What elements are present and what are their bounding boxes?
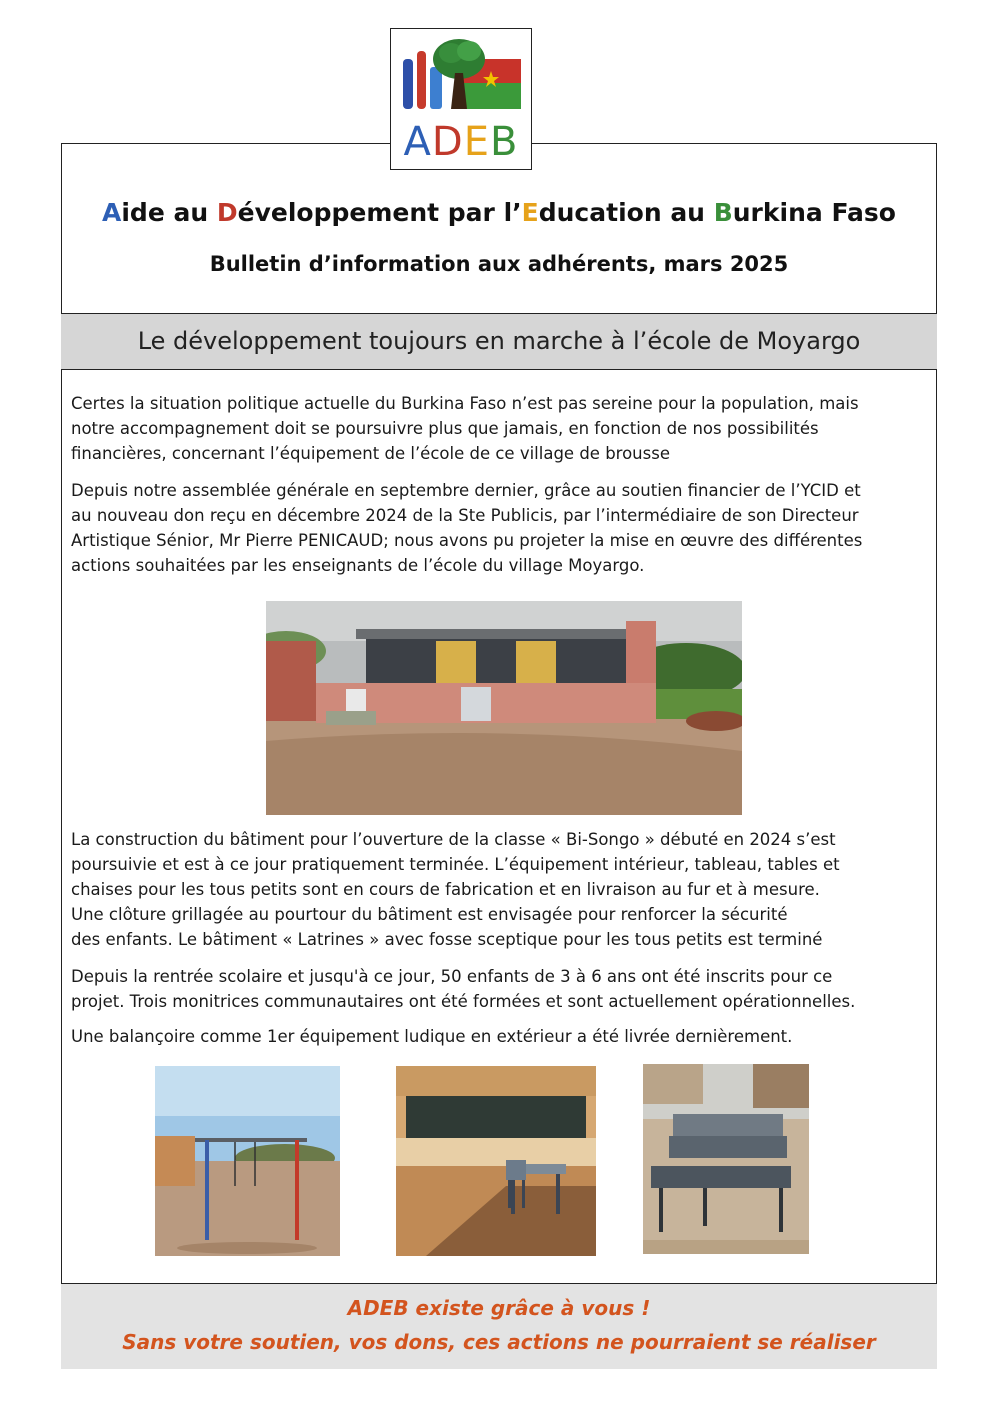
title-initial-d: D xyxy=(216,198,238,227)
bulletin-subtitle: Bulletin d’information aux adhérents, mars 2025 xyxy=(209,252,789,276)
swing-photo xyxy=(155,1066,340,1256)
title-initial-a: A xyxy=(102,198,122,227)
paragraph-construction: La construction du bâtiment pour l’ouverture de la classe « Bi-Songo » débuté en 2024 s’est poursuivie et est à ce jour pratiquement terminée. L’équipement intérieur, tableau, tables et chaises pour les tous petits sont en cours de fabrication et en livraison au fur et à mesure. Une clôture grillagée au pourtour du bâtiment est envisagée pour renforcer la sécurité des enfants. Le bâtiment « Latrines » avec fosse sceptique pour les tous petits est terminé xyxy=(71,830,840,949)
title-initial-e: E xyxy=(521,198,539,227)
logo-wordmark xyxy=(391,119,531,165)
title-initial-b: B xyxy=(713,198,733,227)
footer-thanks: ADEB existe grâce à vous ! xyxy=(347,1296,651,1320)
paragraph-enrolment: Depuis la rentrée scolaire et jusqu'à ce jour, 50 enfants de 3 à 6 ans ont été inscrits pour ce projet. Trois monitrices communautaires ont été formées et sont actuellement opérationnelles. xyxy=(71,967,856,1011)
title-part: ducation au xyxy=(538,198,714,227)
footer-banner xyxy=(61,1283,937,1369)
baobab-flag-logo-image xyxy=(397,33,525,119)
paragraph-intro: Certes la situation politique actuelle du Burkina Faso n’est pas sereine pour la population, mais notre accompagnement doit se poursuivre plus que jamais, en fonction de nos possibilités financières, concernant l’équipement de l’école de ce village de brousse xyxy=(71,394,859,463)
bulletin-title xyxy=(61,198,937,227)
logo-wordmark-b: B xyxy=(490,119,519,165)
title-part: ide au xyxy=(121,198,217,227)
school-building-photo xyxy=(266,601,742,815)
footer-appeal: Sans votre soutien, vos dons, ces actions ne pourraient se réaliser xyxy=(122,1330,876,1354)
logo-wordmark-a: A xyxy=(403,119,432,165)
paragraph-swing: Une balançoire comme 1er équipement ludique en extérieur a été livrée dernièrement. xyxy=(71,1027,793,1046)
logo-wordmark-e: E xyxy=(463,119,490,165)
classroom-photo xyxy=(396,1066,596,1256)
logo-wordmark-d: D xyxy=(431,119,464,165)
title-part: urkina Faso xyxy=(732,198,896,227)
paragraph-funding: Depuis notre assemblée générale en septembre dernier, grâce au soutien financier de l’YCID et au nouveau don reçu en décembre 2024 de la Ste Publicis, par l’intermédiaire de son Directeur Artistique Sénior, Mr Pierre PENICAUD; nous avons pu projeter la mise en œuvre des différentes actions souhaitées par les enseignants de l’école du village Moyargo. xyxy=(71,481,863,575)
tables-photo xyxy=(643,1064,809,1254)
title-part: éveloppement par l’ xyxy=(237,198,522,227)
adeb-logo xyxy=(390,28,532,170)
section-heading: Le développement toujours en marche à l’école de Moyargo xyxy=(61,313,937,370)
